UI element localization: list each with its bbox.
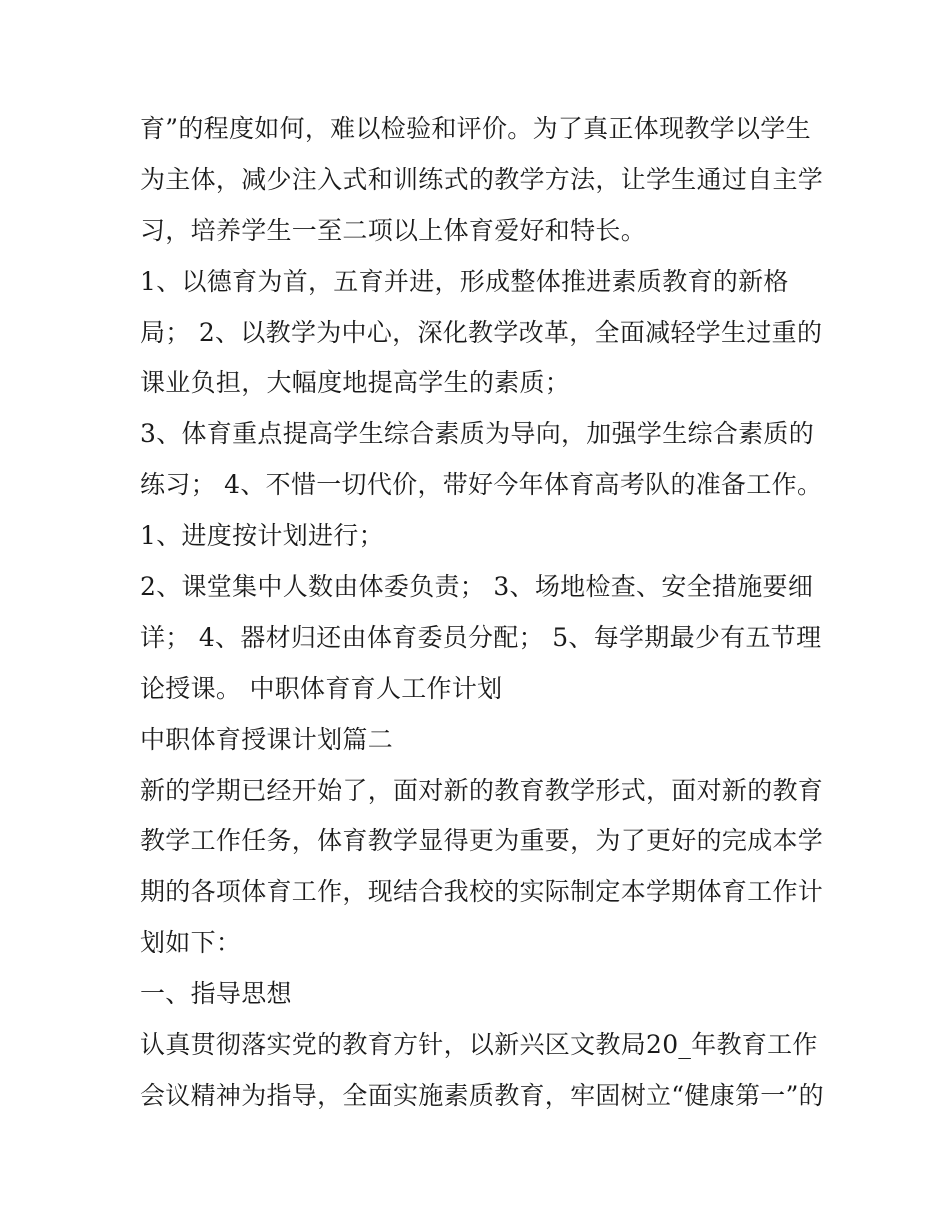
text-line: 1、进度按计划进行； <box>140 521 384 551</box>
text-line: 2、课堂集中人数由体委负责； 3、场地检查、安全措施要细 <box>140 572 814 602</box>
text-line: 1、以德育为首，五育并进，形成整体推进素质教育的新格 <box>140 266 789 296</box>
text-line: 教学工作任务，体育教学显得更为重要，为了更好的完成本学 <box>140 826 824 856</box>
text-line: 课业负担，大幅度地提高学生的素质； <box>140 368 571 398</box>
text-line: 论授课。 中职体育育人工作计划 <box>140 673 503 703</box>
text-line: 为主体，减少注入式和训练式的教学方法，让学生通过自主学 <box>140 164 824 194</box>
text-line: 局； 2、以教学为中心，深化教学改革，全面减轻学生过重的 <box>140 317 823 347</box>
text-line: 练习； 4、不惜一切代价，带好今年体育高考队的准备工作。 <box>140 470 823 500</box>
section-heading: 一、指导思想 <box>140 979 292 1009</box>
text-line: 3、体育重点提高学生综合素质为导向，加强学生综合素质的 <box>140 419 815 449</box>
text-line: 育”的程度如何，难以检验和评价。为了真正体现教学以学生 <box>140 114 811 143</box>
text-line: 会议精神为指导，全面实施素质教育，牢固树立“健康第一”的 <box>140 1080 824 1110</box>
text-line: 详； 4、器材归还由体育委员分配； 5、每学期最少有五节理 <box>140 622 822 652</box>
text-line: 划如下： <box>140 928 242 958</box>
section-heading: 中职体育授课计划篇二 <box>140 724 394 754</box>
text-line: 期的各项体育工作，现结合我校的实际制定本学期体育工作计 <box>140 877 824 907</box>
document-body <box>140 104 830 1122</box>
text-line: 习，培养学生一至二项以上体育爱好和特长。 <box>140 215 647 245</box>
text-line: 认真贯彻落实党的教育方针，以新兴区文教局20_年教育工作 <box>140 1030 818 1060</box>
text-line: 新的学期已经开始了，面对新的教育教学形式，面对新的教育 <box>140 775 824 805</box>
